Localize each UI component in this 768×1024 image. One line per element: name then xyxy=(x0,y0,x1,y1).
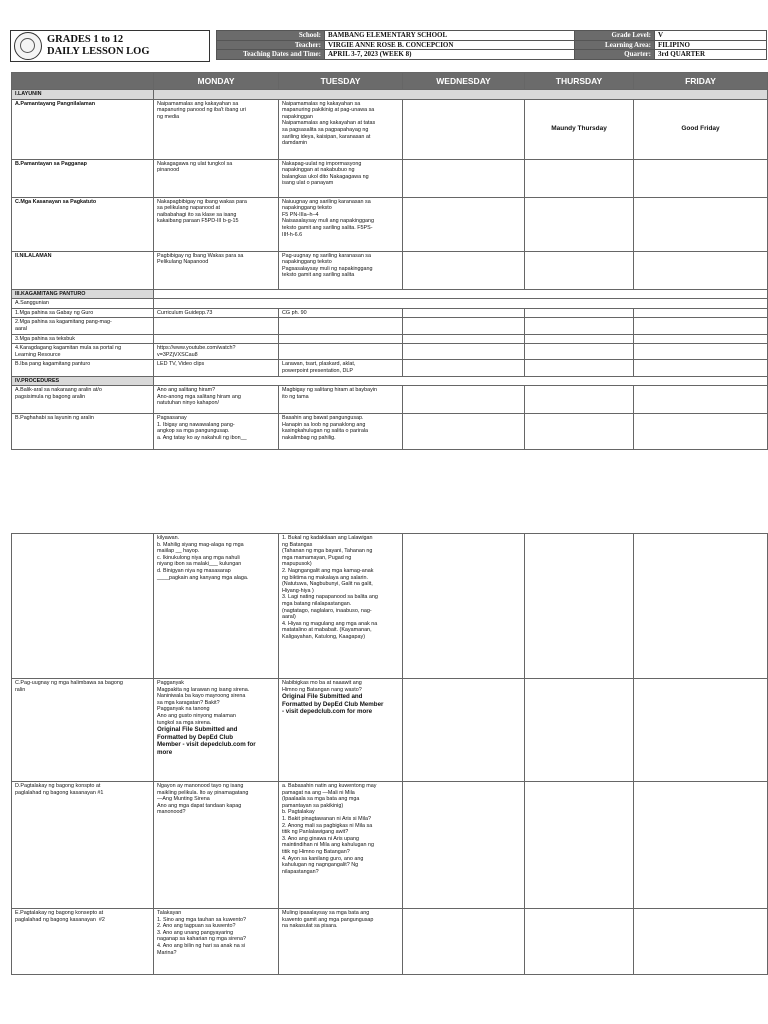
pc-mon-text xyxy=(157,680,275,726)
text-line: damdamin xyxy=(282,140,308,147)
text-line: 4. Ayon sa kanilang guro, ano ang xyxy=(282,855,364,862)
row-paghahabi xyxy=(12,414,768,450)
text-line: teksto gamit ang sariling salita xyxy=(282,272,355,279)
text-line: kilyawan. xyxy=(157,535,180,541)
text-line: na nakasulat sa pisara. xyxy=(282,923,338,930)
teacher-value: VIRGIE ANNE ROSE B. CONCEPCION xyxy=(325,40,575,50)
days-header-row xyxy=(12,73,768,90)
text-line: Nabibigkas mo ba at naaawit ang xyxy=(282,680,362,686)
cell-mon xyxy=(154,386,279,414)
cell-thu-maundy-thursday: Maundy Thursday xyxy=(525,99,634,159)
text-line: maiilap __ hayop. xyxy=(157,548,200,555)
row-pagtalakay-2 xyxy=(12,909,768,975)
text-line: nilapastangan? xyxy=(282,868,319,875)
text-line: 4.Karagdagang kagamitan mula sa portal ng xyxy=(15,345,122,352)
text-line: 1. Bakit pinagtawanan ni Aris si Mila? xyxy=(282,815,371,822)
text-line: Kaligayahan, Katulong, Kaagapay) xyxy=(282,633,366,640)
text-line: Talakayan xyxy=(157,910,182,916)
cell-tue xyxy=(279,534,403,679)
text-line: Larawan, tsart, plaskard, aklat, xyxy=(282,361,356,368)
text-line: sa mga karagatan? Bakit? xyxy=(157,699,220,706)
text-line: ralin xyxy=(15,686,26,693)
day-tuesday: TUESDAY xyxy=(279,73,403,90)
cell-mon xyxy=(154,414,279,450)
text-line: ito ng tama xyxy=(282,393,309,400)
lesson-log-table-page2 xyxy=(11,533,768,975)
text-line: 1. Bukal ng kadakilaan ang Lalawigan xyxy=(282,535,373,541)
text-line: manonood? xyxy=(157,809,186,816)
text-line: sariling ideya, kaisipan, karanasan at xyxy=(282,133,371,140)
row-karagdagang-kagamitan xyxy=(12,344,768,360)
text-line: Himno ng Batangan nang wasto? xyxy=(282,686,362,693)
text-line: Naipamamalas ang kakayahan sa xyxy=(157,100,239,107)
cell-tue: CG ph. 90 xyxy=(279,308,403,318)
text-line: titik ng Panlalawigang awit? xyxy=(282,829,349,836)
title-daily-lesson-log: DAILY LESSON LOG xyxy=(47,46,150,57)
cell-tue xyxy=(279,197,403,251)
row-mga-kasanayan xyxy=(12,197,768,251)
cell-mon xyxy=(154,99,279,159)
label-mga-kasanayan: C.Mga Kasanayan sa Pagkatuto xyxy=(12,197,154,251)
text-line: E.Pagtalakay ng bagong konsepto at xyxy=(15,910,104,916)
section-fill xyxy=(154,90,768,100)
text-line: Ano-anong mga salitang hiram ang xyxy=(157,393,241,400)
text-line: aaral xyxy=(15,325,27,332)
text-line: napakinggan xyxy=(282,113,313,120)
text-line: a. Babasahin natin ang kuwentong may xyxy=(282,783,377,789)
header-row-teacher xyxy=(217,40,767,50)
text-line: Magbigay ng salitang hiram at baybayin xyxy=(282,387,377,394)
text-line: 3. Lagi nating napapanood sa balita ang xyxy=(282,594,378,601)
text-line: Nakapag-uulat ng impormasyong xyxy=(282,160,362,167)
text-line: a. Ang tatay ko ay nakahuli ng ibon__ xyxy=(157,434,247,441)
day-monday: MONDAY xyxy=(154,73,279,90)
text-line: matatalino at mababait. (Kayamanan, xyxy=(282,627,372,634)
text-line: sa pelikulang napanood at xyxy=(157,205,220,212)
depedclub-note xyxy=(157,726,275,756)
cell-mon xyxy=(154,251,279,289)
text-line: 1. Ibigay ang nawawalang pang- xyxy=(157,421,235,428)
text-line: v=3PZjVXSCau8 xyxy=(157,351,198,358)
pc-tue-text xyxy=(282,680,399,693)
text-line: (Tahanan ng mga bayani, Tahanan ng xyxy=(282,548,373,555)
text-line: Member - visit depedclub.com for xyxy=(157,741,256,749)
text-line: kakaibang paraan F5PD-III b-g-15 xyxy=(157,218,239,225)
text-line: isang ulat o panayam xyxy=(282,180,334,187)
section-kagamitang-row xyxy=(12,289,768,299)
row-pag-uugnay xyxy=(12,679,768,782)
text-line: mapanuring panood ng iba't ibang uri xyxy=(157,107,246,114)
text-line: aaral) xyxy=(282,614,296,621)
text-line: —Ang Munting Sirena xyxy=(157,796,210,803)
school-value: BAMBANG ELEMENTARY SCHOOL xyxy=(325,31,575,41)
text-line: (Ipaalaala sa mga bata ang mga xyxy=(282,796,360,803)
row-pamantayan-sa-pagganap xyxy=(12,159,768,197)
header-row-school xyxy=(217,31,767,41)
text-line: pinanood xyxy=(157,167,180,174)
section-kagamitang-panturo: III.KAGAMITANG PANTURO xyxy=(12,289,154,299)
text-line: Nakapagbibigay ng ibang wakas para xyxy=(157,198,247,205)
text-line: C.Pag-uugnay ng mga halimbawa sa bagong xyxy=(15,680,123,686)
quarter-value: 3rd QUARTER xyxy=(655,50,767,60)
cell-fri-good-friday: Good Friday xyxy=(634,99,768,159)
cell-mon xyxy=(154,197,279,251)
text-line: - visit depedclub.com for more xyxy=(282,708,373,716)
label-iba-pang-kagamitan: B.Iba pang kagamitang panturo xyxy=(12,360,154,376)
text-line: paglalahad ng bagong kasanayan #1 xyxy=(15,789,104,796)
text-line: Pelikulang Napanood xyxy=(157,259,209,266)
cell-mon xyxy=(154,679,279,782)
text-line: (nagtatago, naglalaro, inaabuso, nag- xyxy=(282,607,372,614)
text-line: Formatted by DepEd Club Member xyxy=(282,700,384,708)
text-line: Pagganyak xyxy=(157,680,184,686)
text-line: Learning Resource xyxy=(15,351,61,358)
text-line: teksto gamit ang sariling salita. F5PS- xyxy=(282,224,373,231)
grade-level-value: V xyxy=(655,31,767,41)
text-line: ng Batangas xyxy=(282,541,313,548)
text-line: Naipamamalas ng kakayahan sa xyxy=(282,100,361,107)
text-line: mapanuring pakikinig at pag-unawa sa xyxy=(282,107,375,114)
cell-tue xyxy=(279,414,403,450)
row-nilalaman xyxy=(12,251,768,289)
row-kagamitang-pang-mag-aaral xyxy=(12,318,768,334)
cell-mon xyxy=(154,159,279,197)
row-paghahabi-continued xyxy=(12,534,768,679)
text-line: Magpakita ng larawan ng isang sirena. xyxy=(157,686,250,693)
text-line: Hanapin sa loob ng panaklong ang xyxy=(282,421,366,428)
text-line: Naiuugnay ang sariling karanasan sa xyxy=(282,198,371,205)
text-line: 1. Sino ang mga tauhan sa kuwento? xyxy=(157,916,247,923)
label-karagdagang-kagamitan xyxy=(12,344,154,360)
cell-mon: LED TV, Video clips xyxy=(154,360,279,376)
corner-cell xyxy=(12,73,154,90)
text-line: F5 PN-IIIa–h–4 xyxy=(282,211,319,218)
cell-tue xyxy=(279,99,403,159)
text-line: nakalimbag ng pahilig. xyxy=(282,434,336,441)
section-layunin-row xyxy=(12,90,768,100)
text-line: 4. Hiyas ng magulang ang mga anak na xyxy=(282,620,378,627)
day-thursday: THURSDAY xyxy=(525,73,634,90)
text-line: Formatted by DepEd Club xyxy=(157,733,233,741)
teaching-dates-label: Teaching Dates and Time: xyxy=(217,50,325,60)
text-line: kasingkahulugan ng salita o parirala xyxy=(282,428,369,435)
text-line: Pagsasanay xyxy=(157,415,187,422)
text-line: Nakagagawa ng ulat tungkol sa xyxy=(157,160,233,167)
row-balik-aral xyxy=(12,386,768,414)
text-line: Pagsasalaysay muli ng napakinggang xyxy=(282,265,373,272)
text-line: balangkas ukol dito Nakagagawa ng xyxy=(282,173,369,180)
text-line: Naniniwala ba kayo mayroong sirena xyxy=(157,693,246,700)
text-line: 3. Ano ang ginawa ni Aris upang xyxy=(282,835,360,842)
text-line: mapupusok) xyxy=(282,561,312,568)
row-sanggunian xyxy=(12,299,768,309)
cell-tue xyxy=(279,782,403,909)
text-line: more xyxy=(157,748,173,756)
label-teksbuk: 3.Mga pahina sa teksbuk xyxy=(12,334,154,344)
text-line: pamagat na ang —Mali ni Mila xyxy=(282,789,355,796)
text-line: Basahin ang bawat pangungusap. xyxy=(282,415,364,422)
grade-level-label: Grade Level: xyxy=(575,31,655,41)
text-line: D.Pagtalakay ng bagong konspto at xyxy=(15,783,101,789)
label-nilalaman: II.NILALAMAN xyxy=(12,251,154,289)
text-line: d. Binigyan niya ng masasarap xyxy=(157,567,231,574)
text-line: maikling pelikula. Ito ay pinamagatang xyxy=(157,789,249,796)
text-line: IIIf-h-6.6 xyxy=(282,231,303,238)
text-line: powerpoint presentation, DLP xyxy=(282,367,354,374)
text-line: napakinggang teksto xyxy=(282,205,332,212)
cell-mon xyxy=(154,909,279,975)
section-layunin: I.LAYUNIN xyxy=(12,90,154,100)
text-line: b. Mahilig siyang mag-alaga ng mga xyxy=(157,541,244,548)
text-line: Ano ang gusto ninyong malaman xyxy=(157,712,236,719)
text-line: (Natutuwa, Nagbubunyi, Galit na galit, xyxy=(282,581,373,588)
section-procedures-row xyxy=(12,376,768,386)
text-line: kuwento gamit ang mga pangungusap xyxy=(282,916,374,923)
text-line: naibabahagi ito sa klase sa isang xyxy=(157,211,237,218)
cell-mon xyxy=(154,534,279,679)
text-line: Ano ang salitang hiram? xyxy=(157,387,216,394)
label-balik-aral xyxy=(12,386,154,414)
text-line: naganap sa kaharian ng mga sirena? xyxy=(157,936,247,943)
text-line: A.Balik-aral sa nakaraang aralin at/o xyxy=(15,387,102,394)
text-line: 2. Ano ang tagpuan sa kuwento? xyxy=(157,923,236,930)
text-line: napakinggan at nakabubuo ng xyxy=(282,167,355,174)
deped-seal-icon xyxy=(14,32,42,60)
text-line: napakinggang teksto xyxy=(282,259,332,266)
cell-tue xyxy=(279,386,403,414)
text-line: 2. Nagngangalit ang mga kamag-anak xyxy=(282,567,374,574)
text-line: ng media xyxy=(157,113,180,120)
text-line: Hiyang-hiya ) xyxy=(282,587,314,594)
text-line: Original File Submitted and xyxy=(157,726,238,734)
day-wednesday: WEDNESDAY xyxy=(403,73,525,90)
lesson-log-table-page1 xyxy=(11,72,768,450)
text-line: niyang ibon sa malaki___ kulungan xyxy=(157,561,242,568)
day-friday: FRIDAY xyxy=(634,73,768,90)
learning-area-label: Learning Area: xyxy=(575,40,655,50)
label-pamantayang-pangnilalaman: A.Pamantayang Pangnilalaman xyxy=(12,99,154,159)
label-pagtalakay-2 xyxy=(12,909,154,975)
text-line: kahulugan ng nagngangalit? Ng xyxy=(282,862,359,869)
cell-mon xyxy=(154,782,279,909)
text-line: pagsisimula ng bagong aralin xyxy=(15,393,86,400)
text-line: b. Pagtalakay xyxy=(282,809,315,816)
text-line: Pagganyak na tanong xyxy=(157,706,210,713)
text-line: 3. Ano ang unang pangyayaring xyxy=(157,929,234,936)
teaching-dates-value: APRIL 3-7, 2023 (WEEK 8) xyxy=(325,50,575,60)
header-info-table xyxy=(216,30,767,60)
cell-tue xyxy=(279,360,403,376)
cell-tue xyxy=(279,251,403,289)
text-line: titik ng Himno ng Batangan? xyxy=(282,848,350,855)
text-line: ____pagkain ang kanyang mga alaga. xyxy=(157,574,249,581)
label-pamantayan-sa-pagganap: B.Pamantayan sa Pagganap xyxy=(12,159,154,197)
text-line: Ngayon ay manonood tayo ng isang xyxy=(157,783,244,789)
text-line: 2.Mga pahina sa kagamitang pang-mag- xyxy=(15,319,112,326)
text-line: Muling ipasalaysay sa mga bata ang xyxy=(282,910,370,916)
text-line: 2. Anong mali sa pagbigkas ni Mila sa xyxy=(282,822,373,829)
text-line: Pag-uugnay ng sariling karanasan sa xyxy=(282,252,372,259)
cell-mon: Curriculum Guidepp.73 xyxy=(154,308,279,318)
row-gabay-ng-guro xyxy=(12,308,768,318)
cell-tue xyxy=(279,679,403,782)
text-line: mga batang nilalapastangan. xyxy=(282,600,352,607)
section-procedures: IV.PROCEDURES xyxy=(12,376,154,386)
teacher-label: Teacher: xyxy=(217,40,325,50)
text-line: c. Ikinukulong niya ang mga nahuli xyxy=(157,554,240,561)
cell-mon-link xyxy=(154,344,279,360)
text-line: Ano ang mga dapat tandaan kapag xyxy=(157,802,242,809)
text-line: Pagbibigay ng Ibang Wakas para sa xyxy=(157,252,244,259)
cell-wed xyxy=(403,99,525,159)
text-line: natutuhan ninyo kahapon/ xyxy=(157,400,220,407)
row-iba-pang-kagamitan xyxy=(12,360,768,376)
cell-tue xyxy=(279,909,403,975)
text-line: sa pagsasalita sa pagpapahayag ng xyxy=(282,126,369,133)
label-kagamitang-pang-mag-aaral xyxy=(12,318,154,334)
row-pamantayang-pangnilalaman xyxy=(12,99,768,159)
text-line: Original File Submitted and xyxy=(282,693,363,701)
label-gabay-ng-guro: 1.Mga pahina sa Gabay ng Guro xyxy=(12,308,154,318)
text-line: Marina? xyxy=(157,949,177,956)
text-line: https://www.youtube.com/watch? xyxy=(157,345,236,352)
depedclub-note xyxy=(282,693,399,716)
label-paghahabi: B.Paghahabi sa layunin ng aralin xyxy=(12,414,154,450)
header-row-dates xyxy=(217,50,767,60)
label-pag-uugnay xyxy=(12,679,154,782)
learning-area-value: FILIPINO xyxy=(655,40,767,50)
school-label: School: xyxy=(217,31,325,41)
text-line: maintindihan ni Mila ang kahulugan ng xyxy=(282,842,375,849)
quarter-label: Quarter: xyxy=(575,50,655,60)
label-pagtalakay-1 xyxy=(12,782,154,909)
text-line: mga mamamayan, Pugad ng xyxy=(282,554,352,561)
text-line: tungkol sa mga sirena. xyxy=(157,719,212,726)
text-line: 4. Ano ang bilin ng hari sa anak na si xyxy=(157,942,246,949)
row-teksbuk xyxy=(12,334,768,344)
row-pagtalakay-1 xyxy=(12,782,768,909)
text-line: pamantayan sa pakikinig) xyxy=(282,802,344,809)
text-line: Naipamamalas ang kakayahan at tatas xyxy=(282,120,376,127)
text-line: ng biktima ng makalaya ang salarin. xyxy=(282,574,368,581)
text-line: angkop sa mga pangungusap. xyxy=(157,428,230,435)
label-sanggunian: A.Sanggunian xyxy=(12,299,154,309)
text-line: Naisasalaysay muli ang napakinggang xyxy=(282,218,374,225)
title-grades: GRADES 1 to 12 xyxy=(47,34,124,45)
cell-tue xyxy=(279,159,403,197)
text-line: paglalahad ng bagong kasanayan #2 xyxy=(15,916,105,923)
